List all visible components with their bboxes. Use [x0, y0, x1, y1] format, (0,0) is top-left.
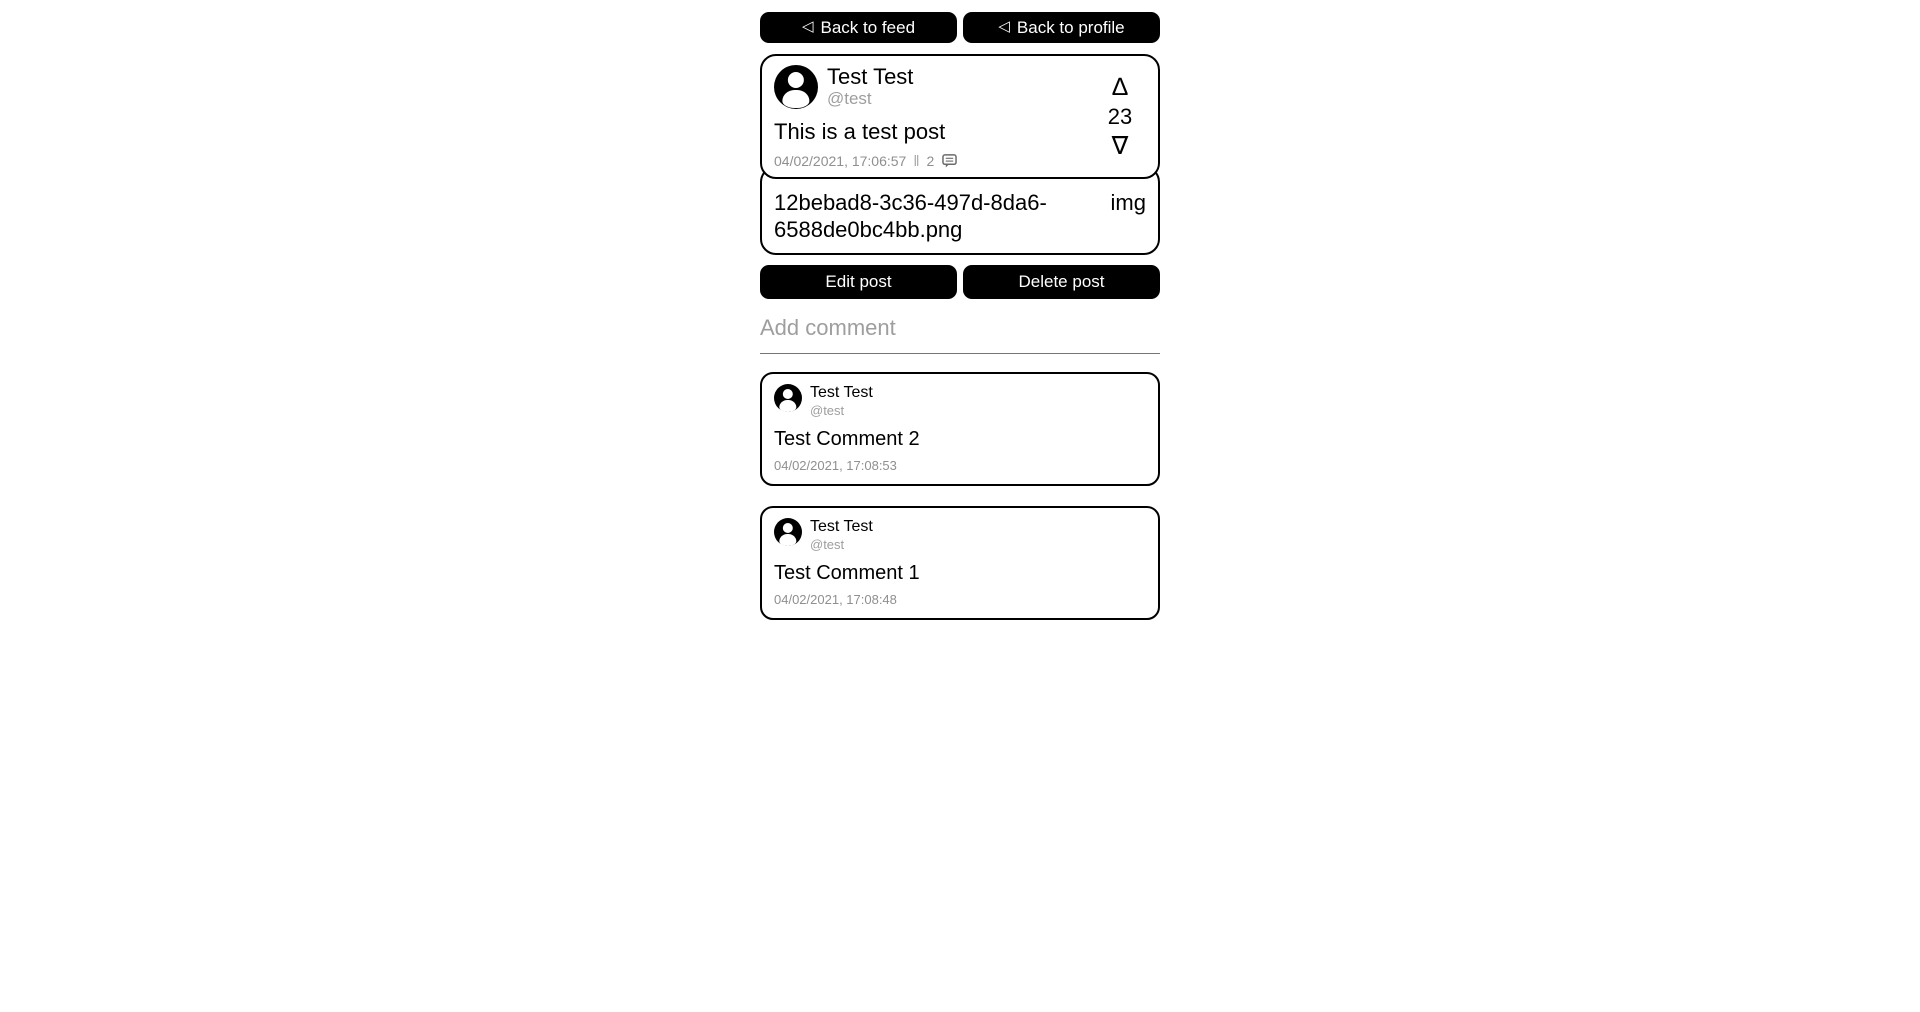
attachment-filename: 12bebad8-3c36-497d-8da6-6588de0bc4bb.png [774, 189, 1047, 242]
back-to-profile-label: Back to profile [1016, 17, 1125, 37]
comment-author-handle: @test [810, 402, 845, 418]
comment-author-block [810, 518, 873, 552]
comment-author-avatar-icon [774, 384, 802, 412]
avatar-head-shape [788, 72, 804, 88]
vote-count: 23 [1107, 104, 1133, 130]
avatar-body-shape [779, 400, 796, 411]
back-to-feed-label: Back to feed [820, 17, 916, 37]
comment-bubble-icon [942, 154, 957, 168]
back-to-profile-button[interactable] [963, 12, 1160, 43]
delete-post-button[interactable]: Delete post [963, 265, 1160, 299]
post-content: This is a test post [774, 118, 946, 144]
comment-count: 2 [926, 153, 935, 170]
comment-card [760, 506, 1160, 620]
vote-controls [1092, 65, 1148, 170]
add-comment-input[interactable] [760, 307, 1160, 354]
avatar-body-shape [779, 534, 796, 545]
post-detail-page [760, 12, 1160, 620]
attachment-type-label: img [1110, 189, 1146, 215]
comment-author-handle: @test [810, 536, 845, 552]
post-author-name: Test Test [827, 64, 914, 89]
downvote-button[interactable]: ∇ [1111, 132, 1129, 161]
back-left-triangle-icon: ◁ [998, 18, 1010, 35]
post-timestamp: 04/02/2021, 17:06:57 [774, 153, 907, 170]
avatar-head-shape [783, 389, 793, 399]
upvote-button[interactable]: ∆ [1112, 73, 1128, 102]
comment-author-avatar-icon [774, 518, 802, 546]
post-actions-row [760, 265, 1160, 299]
post-author-avatar-icon [774, 65, 818, 109]
avatar-body-shape [782, 90, 809, 108]
comment-content: Test Comment 1 [774, 562, 920, 585]
comment-author-name: Test Test [810, 518, 873, 536]
post-author-block [827, 65, 913, 110]
comment-card [760, 372, 1160, 486]
comment-content: Test Comment 2 [774, 428, 920, 451]
comment-author-name: Test Test [810, 384, 873, 402]
back-to-feed-button[interactable] [760, 12, 957, 43]
edit-post-button[interactable]: Edit post [760, 265, 957, 299]
avatar-head-shape [783, 523, 793, 533]
post-meta-row [774, 153, 1092, 170]
nav-buttons-row [760, 12, 1160, 43]
back-left-triangle-icon: ◁ [801, 18, 814, 35]
post-card [760, 54, 1160, 179]
comment-author-block [810, 384, 873, 418]
comment-timestamp: 04/02/2021, 17:08:48 [774, 592, 897, 608]
post-attachment[interactable] [760, 166, 1160, 256]
meta-separator: ‖ [913, 152, 920, 170]
post-author-handle: @test [827, 89, 872, 109]
comment-timestamp: 04/02/2021, 17:08:53 [774, 458, 897, 474]
